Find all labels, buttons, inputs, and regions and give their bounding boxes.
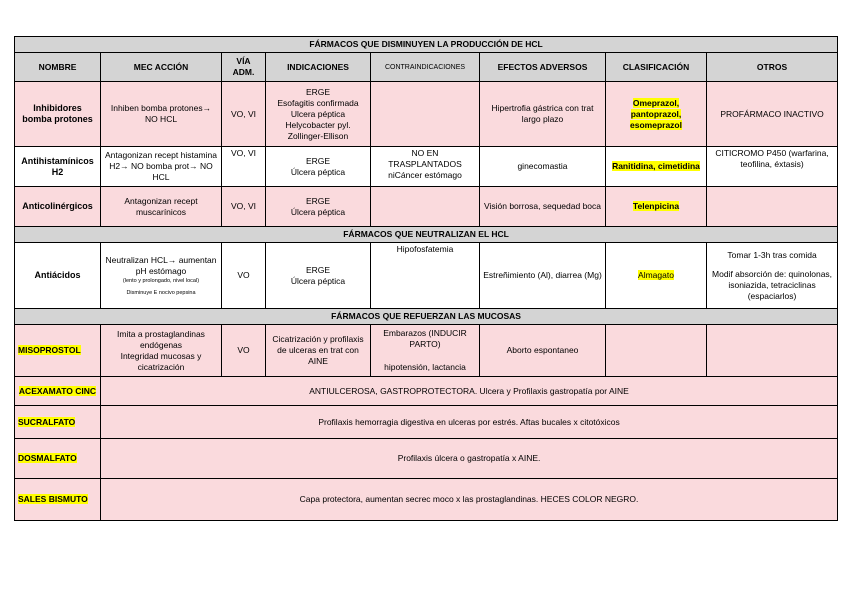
- col-header-efectos: EFECTOS ADVERSOS: [480, 53, 606, 82]
- adverse-effects: Visión borrosa, sequedad boca: [480, 187, 606, 227]
- description: Profilaxis hemorragia digestiva en ulceras por estrés. Aftas bucales x citotóxicos: [101, 406, 838, 439]
- mechanism-note: (lento y prolongado, nivel local): [122, 277, 200, 284]
- other-notes: PROFÁRMACO INACTIVO: [707, 82, 838, 147]
- indication-item: Esofagitis confirmada: [277, 97, 359, 108]
- section-title: FÁRMACOS QUE REFUERZAN LAS MUCOSAS: [15, 309, 838, 325]
- indication-item: ERGE: [305, 195, 331, 206]
- classification: [606, 325, 707, 377]
- mechanism-text: Neutralizan HCL→ aumentan pH estómago: [105, 254, 217, 276]
- mechanism: Antagonizan recept muscarínicos: [101, 187, 222, 227]
- classification-highlight: Telenpicina: [632, 201, 680, 211]
- contraindications: [371, 325, 480, 377]
- contraindications: NO EN TRASPLANTADOS niCáncer estómago: [371, 147, 480, 187]
- col-header-contraindicaciones: CONTRAINDICACIONES: [371, 53, 480, 82]
- col-header-otros: OTROS: [707, 53, 838, 82]
- indications: [266, 82, 371, 147]
- table-row: [15, 82, 838, 147]
- indication-item: Úlcera péptica: [290, 206, 346, 217]
- indication-item: Helycobacter pyl.: [285, 119, 351, 130]
- description: Profilaxis úlcera o gastropatía x AINE.: [101, 439, 838, 479]
- other-notes: [707, 187, 838, 227]
- drug-name: MISOPROSTOL: [18, 345, 81, 355]
- route: VO, VI: [222, 187, 266, 227]
- description: ANTIULCEROSA, GASTROPROTECTORA. Ulcera y Profilaxis gastropatía por AINE: [101, 377, 838, 406]
- drug-name-cell: [15, 479, 101, 521]
- contraindications: Hipofosfatemia: [371, 243, 480, 309]
- adverse-effects: Estreñimiento (Al), diarrea (Mg): [480, 243, 606, 309]
- table-row: [15, 243, 838, 309]
- adverse-effects: Hipertrofia gástrica con trat largo plazo: [480, 82, 606, 147]
- section-title: FÁRMACOS QUE NEUTRALIZAN EL HCL: [15, 227, 838, 243]
- drug-name: Anticolinérgicos: [15, 187, 101, 227]
- col-header-indicaciones: INDICACIONES: [266, 53, 371, 82]
- adverse-effects: Aborto espontaneo: [480, 325, 606, 377]
- mechanism-note: Disminuye E nocivo pepsina: [126, 289, 196, 296]
- drug-name: Inhibidores bomba protones: [15, 82, 101, 147]
- indications: Cicatrización y profilaxis de ulceras en trat con AINE: [266, 325, 371, 377]
- drug-name: ACEXAMATO CINC: [18, 385, 97, 396]
- indication-item: Zollinger-Ellison: [287, 130, 349, 141]
- drug-name-cell: [15, 406, 101, 439]
- section-header-row: [15, 309, 838, 325]
- table-row: [15, 147, 838, 187]
- description: Capa protectora, aumentan secrec moco x las prostaglandinas. HECES COLOR NEGRO.: [101, 479, 838, 521]
- other-notes: CITICROMO P450 (warfarina, teofilina, éxtasis): [707, 147, 838, 187]
- route: VO, VI: [222, 147, 266, 187]
- indication-item: ERGE: [305, 264, 331, 275]
- classification-highlight: Omeprazol, pantoprazol, esomeprazol: [630, 97, 682, 130]
- mechanism: Inhiben bomba protones→ NO HCL: [101, 82, 222, 147]
- classification-highlight: Ranitidina, cimetidina: [612, 161, 700, 171]
- column-header-row: [15, 53, 838, 82]
- indications: [266, 147, 371, 187]
- drug-name: SUCRALFATO: [18, 416, 76, 427]
- other-notes: [707, 243, 838, 309]
- classification: [606, 82, 707, 147]
- indications: [266, 243, 371, 309]
- other-note: Tomar 1-3h tras comida: [727, 249, 817, 260]
- indication-item: Úlcera péptica: [290, 166, 346, 177]
- pharmacology-table: [14, 36, 838, 521]
- route: VO: [222, 243, 266, 309]
- classification: [606, 147, 707, 187]
- classification-highlight: Almagato: [638, 270, 674, 280]
- classification: [606, 243, 707, 309]
- contraindication-item: Embarazos (INDUCIR PARTO): [383, 328, 467, 349]
- mechanism-text: Imita a prostaglandinas endógenas: [117, 328, 205, 350]
- section-title: FÁRMACOS QUE DISMINUYEN LA PRODUCCIÓN DE HCL: [15, 37, 838, 53]
- drug-name-cell: [15, 325, 101, 377]
- section-header-row: [15, 37, 838, 53]
- mechanism-text: Integridad mucosas y cicatrización: [120, 350, 202, 372]
- adverse-effects: ginecomastia: [480, 147, 606, 187]
- mechanism: [101, 325, 222, 377]
- indication-item: Úlcera péptica: [290, 275, 346, 286]
- drug-name: Antihistamínicos H2: [15, 147, 101, 187]
- drug-name: Antiácidos: [15, 243, 101, 309]
- classification: [606, 187, 707, 227]
- other-notes: [707, 325, 838, 377]
- mechanism: [101, 243, 222, 309]
- drug-name: SALES BISMUTO: [18, 494, 88, 504]
- indication-item: ERGE: [305, 155, 331, 166]
- table-row: [15, 479, 838, 521]
- indications: [266, 187, 371, 227]
- table-row: [15, 187, 838, 227]
- mechanism: Antagonizan recept histamina H2→ NO bomba prot→ NO HCL: [101, 147, 222, 187]
- indication-item: Ulcera péptica: [290, 108, 346, 119]
- contraindication-item: hipotensión, lactancia: [384, 362, 466, 372]
- table-row: [15, 325, 838, 377]
- col-header-clasificacion: CLASIFICACIÓN: [606, 53, 707, 82]
- section-header-row: [15, 227, 838, 243]
- route: VO: [222, 325, 266, 377]
- drug-name-cell: [15, 377, 101, 406]
- table-row: [15, 439, 838, 479]
- other-note: Modif absorción de: quinolonas, isoniazida, tetraciclinas (espaciarlos): [712, 268, 833, 301]
- table-row: [15, 406, 838, 439]
- route: VO, VI: [222, 82, 266, 147]
- table-row: [15, 377, 838, 406]
- drug-name: DOSMALFATO: [18, 453, 77, 463]
- drug-name-cell: [15, 439, 101, 479]
- indication-item: ERGE: [305, 86, 331, 97]
- contraindications: [371, 187, 480, 227]
- col-header-nombre: NOMBRE: [15, 53, 101, 82]
- col-header-mec: MEC ACCIÓN: [101, 53, 222, 82]
- col-header-via: VÍA ADM.: [222, 53, 266, 82]
- contraindications: [371, 82, 480, 147]
